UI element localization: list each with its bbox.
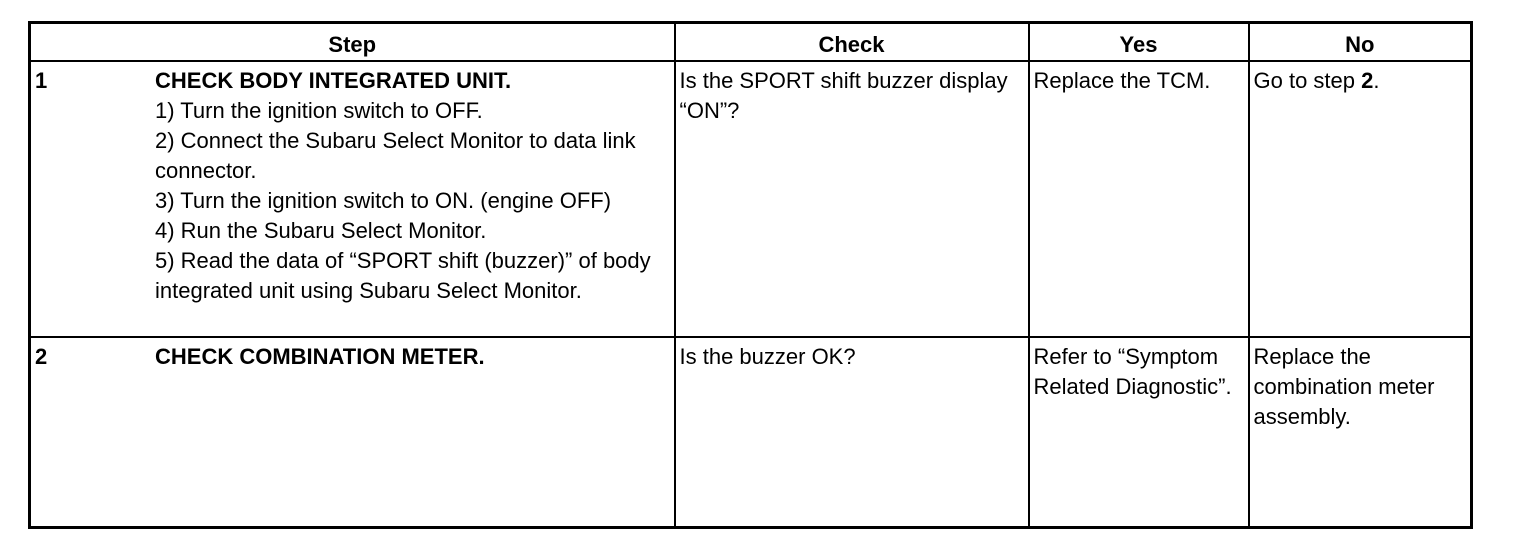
step-body [155,66,670,306]
no-cell: Replace the combination meter assembly. [1249,337,1472,527]
step-number: 2 [35,344,48,369]
step-instruction: 4) Run the Subaru Select Monitor. [155,218,487,243]
step-title: CHECK COMBINATION METER. [155,344,485,369]
header-no: No [1249,23,1472,62]
header-check: Check [675,23,1029,62]
yes-cell: Refer to “Symptom Related Diagnostic”. [1029,337,1249,527]
step-cell [30,337,675,527]
check-cell: Is the buzzer OK? [675,337,1029,527]
step-instruction: 1) Turn the ignition switch to OFF. [155,98,483,123]
step-instruction: 2) Connect the Subaru Select Monitor to data link connector. [155,128,636,183]
header-step: Step [30,23,675,62]
step-reference: 2 [1361,68,1374,93]
step-instruction: 3) Turn the ignition switch to ON. (engine OFF) [155,188,612,213]
step-number: 1 [35,68,48,93]
check-cell: Is the SPORT shift buzzer display “ON”? [675,61,1029,337]
step-title: CHECK BODY INTEGRATED UNIT. [155,68,512,93]
yes-cell: Replace the TCM. [1029,61,1249,337]
table-header-row [30,23,1472,62]
diagnostic-table [28,21,1473,529]
header-yes: Yes [1029,23,1249,62]
step-body [155,342,670,372]
no-text: Go to step [1253,68,1362,93]
table-row [30,61,1472,337]
no-text-suffix: . [1373,68,1380,93]
no-cell [1249,61,1472,337]
table-row [30,337,1472,527]
step-cell [30,61,675,337]
step-instruction: 5) Read the data of “SPORT shift (buzzer)” of body integrated unit using Subaru Select Monitor. [155,248,651,303]
